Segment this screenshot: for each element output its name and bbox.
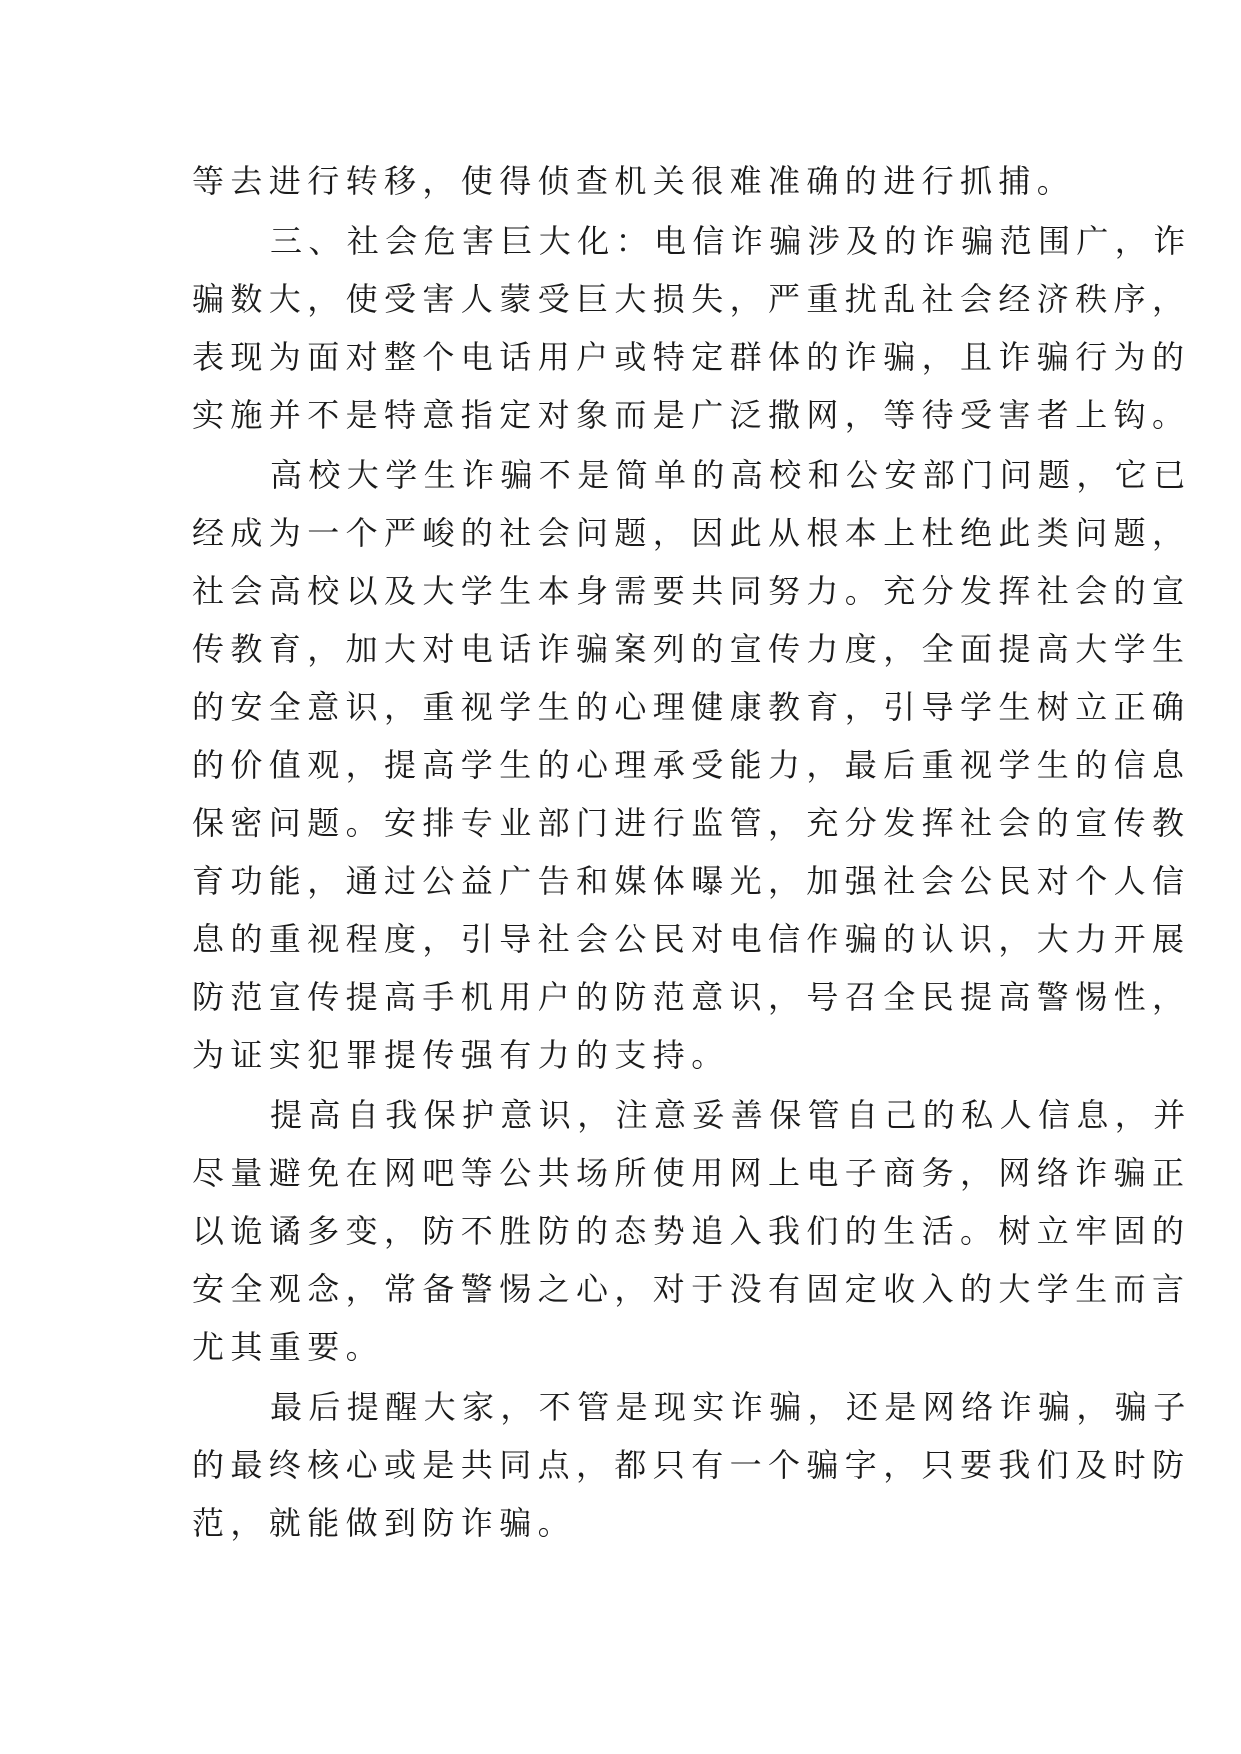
- text-line: 高校大学生诈骗不是简单的高校和公安部门问题，它已: [270, 456, 1192, 494]
- paragraph: [192, 446, 1192, 1084]
- paragraph: [192, 1086, 1192, 1376]
- paragraph: [192, 1378, 1192, 1552]
- paragraph: [192, 152, 1076, 210]
- text-line: 尽量避免在网吧等公共场所使用网上电子商务，网络诈骗正: [192, 1154, 1191, 1192]
- text-line: 保密问题。安排专业部门进行监管，充分发挥社会的宣传教: [192, 804, 1191, 842]
- text-line: 为证实犯罪提传强有力的支持。: [192, 1036, 730, 1074]
- text-line: 范，就能做到防诈骗。: [192, 1504, 577, 1542]
- text-line: 实施并不是特意指定对象而是广泛撒网，等待受害者上钩。: [192, 396, 1191, 434]
- text-line: 尤其重要。: [192, 1328, 385, 1366]
- text-line: 的安全意识，重视学生的心理健康教育，引导学生树立正确: [192, 688, 1191, 726]
- text-line: 的价值观，提高学生的心理承受能力，最后重视学生的信息: [192, 746, 1191, 784]
- text-line: 三、社会危害巨大化：电信诈骗涉及的诈骗范围广，诈: [270, 222, 1192, 260]
- text-line: 传教育，加大对电话诈骗案列的宣传力度，全面提高大学生: [192, 630, 1191, 668]
- text-line: 社会高校以及大学生本身需要共同努力。充分发挥社会的宣: [192, 572, 1191, 610]
- text-line: 表现为面对整个电话用户或特定群体的诈骗，且诈骗行为的: [192, 338, 1191, 376]
- text-line: 育功能，通过公益广告和媒体曝光，加强社会公民对个人信: [192, 862, 1191, 900]
- text-line: 安全观念，常备警惕之心，对于没有固定收入的大学生而言: [192, 1270, 1191, 1308]
- text-line: 等去进行转移，使得侦查机关很难准确的进行抓捕。: [192, 162, 1076, 200]
- text-line: 息的重视程度，引导社会公民对电信作骗的认识，大力开展: [192, 920, 1191, 958]
- text-line: 最后提醒大家，不管是现实诈骗，还是网络诈骗，骗子: [270, 1388, 1192, 1426]
- text-line: 提高自我保护意识，注意妥善保管自己的私人信息，并: [270, 1096, 1192, 1134]
- text-line: 的最终核心或是共同点，都只有一个骗字，只要我们及时防: [192, 1446, 1191, 1484]
- document-body: [192, 152, 1192, 1552]
- text-line: 防范宣传提高手机用户的防范意识，号召全民提高警惕性，: [192, 978, 1191, 1016]
- text-line: 骗数大，使受害人蒙受巨大损失，严重扰乱社会经济秩序，: [192, 280, 1191, 318]
- paragraph: [192, 212, 1192, 444]
- text-line: 以诡谲多变，防不胜防的态势追入我们的生活。树立牢固的: [192, 1212, 1191, 1250]
- text-line: 经成为一个严峻的社会问题，因此从根本上杜绝此类问题，: [192, 514, 1191, 552]
